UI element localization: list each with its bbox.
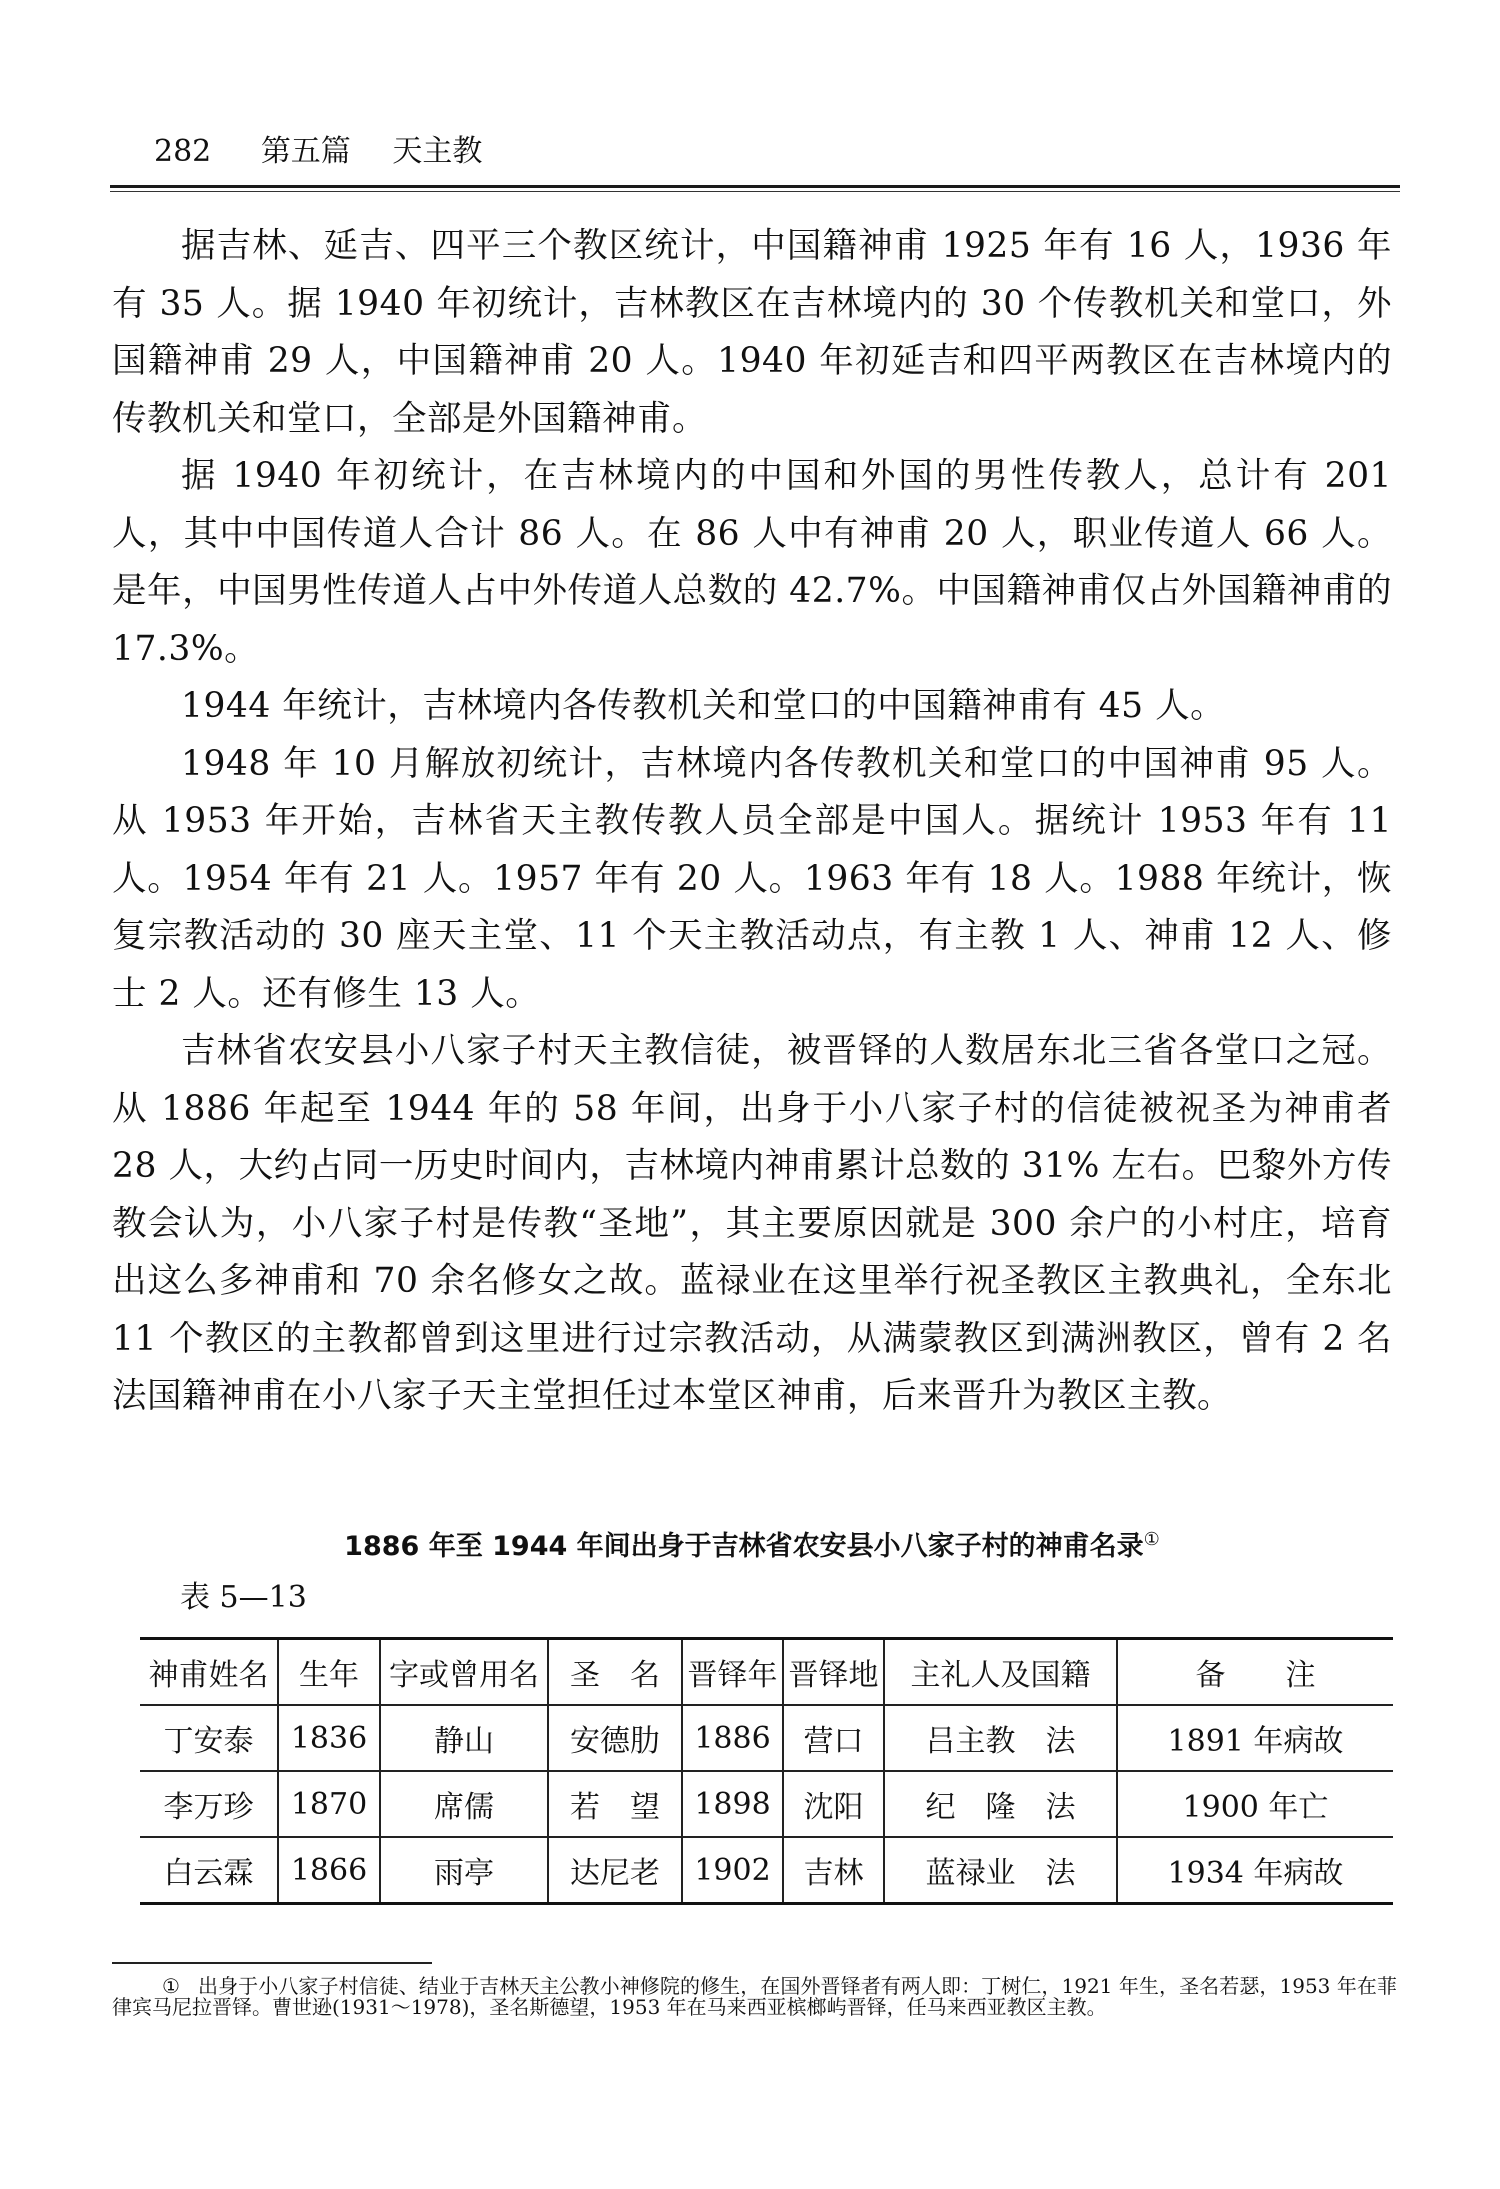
paragraph: 1944 年统计，吉林境内各传教机关和堂口的中国籍神甫有 45 人。 bbox=[181, 686, 1226, 726]
table-cell: 吕主教 法 bbox=[884, 1705, 1117, 1771]
footnote-mark: ① bbox=[162, 1974, 181, 1998]
footnote-text: 出身于小八家子村信徒、结业于吉林天主公教小神修院的修生，在国外晋铎者有两人即：丁树仁，1921 年生，圣名若瑟，1953 年在菲律宾马尼拉晋铎。曹世逊(1931～1978)，圣名斯德望，1953 年在马来西亚槟榔屿晋铎，任马来西亚教区主教。 bbox=[112, 1974, 1397, 2019]
column-header: 晋铎地 bbox=[783, 1639, 884, 1706]
header-rule-thin bbox=[110, 191, 1400, 192]
table-cell: 1898 bbox=[682, 1771, 783, 1837]
table-cell: 白云霖 bbox=[140, 1837, 278, 1904]
table-cell: 丁安泰 bbox=[140, 1705, 278, 1771]
table-row bbox=[140, 1771, 1393, 1837]
table-row bbox=[140, 1837, 1393, 1904]
table-cell: 1900 年亡 bbox=[1117, 1771, 1393, 1837]
table-cell: 纪 隆 法 bbox=[884, 1771, 1117, 1837]
table-title bbox=[112, 1520, 1392, 1567]
table-cell: 1870 bbox=[278, 1771, 380, 1837]
table-cell: 1891 年病故 bbox=[1117, 1705, 1393, 1771]
priest-roster-table bbox=[140, 1637, 1393, 1905]
running-head bbox=[154, 132, 482, 172]
table-cell: 1886 bbox=[682, 1705, 783, 1771]
header-rule bbox=[110, 185, 1400, 188]
table-number: 表 5—13 bbox=[180, 1580, 307, 1615]
table-cell: 1866 bbox=[278, 1837, 380, 1904]
column-header: 主礼人及国籍 bbox=[884, 1639, 1117, 1706]
table-cell: 1902 bbox=[682, 1837, 783, 1904]
paragraph: 据 1940 年初统计，在吉林境内的中国和外国的男性传教人，总计有 201 人，其中中国传道人合计 86 人。在 86 人中有神甫 20 人，职业传道人 66 人。是年，中国男性传道人占中外传道人总数的 42.7%。中国籍神甫仅占外国籍神甫的 17.3%。 bbox=[112, 456, 1392, 669]
column-header: 字或曾用名 bbox=[380, 1639, 548, 1706]
table-cell: 1836 bbox=[278, 1705, 380, 1771]
column-header: 备 注 bbox=[1117, 1639, 1393, 1706]
table-cell: 营口 bbox=[783, 1705, 884, 1771]
table-cell: 沈阳 bbox=[783, 1771, 884, 1837]
paragraph: 据吉林、延吉、四平三个教区统计，中国籍神甫 1925 年有 16 人，1936 年有 35 人。据 1940 年初统计，吉林教区在吉林境内的 30 个传教机关和堂口，外国籍神甫 29 人，中国籍神甫 20 人。1940 年初延吉和四平两教区在吉林境内的传教机关和堂口，全部是外国籍神甫。 bbox=[112, 226, 1392, 439]
footnote bbox=[112, 1976, 1397, 2018]
table-row bbox=[140, 1705, 1393, 1771]
table-cell: 达尼老 bbox=[548, 1837, 682, 1904]
table-cell: 安德肋 bbox=[548, 1705, 682, 1771]
paragraph: 1948 年 10 月解放初统计，吉林境内各传教机关和堂口的中国神甫 95 人。从 1953 年开始，吉林省天主教传教人员全部是中国人。据统计 1953 年有 11 人。1954 年有 21 人。1957 年有 20 人。1963 年有 18 人。1988 年统计，恢复宗教活动的 30 座天主堂、11 个天主教活动点，有主教 1 人、神甫 12 人、修士 2 人。还有修生 13 人。 bbox=[112, 743, 1392, 1014]
table-title-text: 1886 年至 1944 年间出身于吉林省农安县小八家子村的神甫名录 bbox=[344, 1531, 1144, 1562]
column-header: 晋铎年 bbox=[682, 1639, 783, 1706]
table-cell: 吉林 bbox=[783, 1837, 884, 1904]
table-header-row bbox=[140, 1639, 1393, 1706]
footnote-ref[interactable]: ① bbox=[1143, 1529, 1160, 1550]
paragraph: 吉林省农安县小八家子村天主教信徒，被晋铎的人数居东北三省各堂口之冠。从 1886 年起至 1944 年的 58 年间，出身于小八家子村的信徒被祝圣为神甫者 28 人，大约占同一历史时间内，吉林境内神甫累计总数的 31% 左右。巴黎外方传教会认为，小八家子村是传教“圣地”，其主要原因就是 300 余户的小村庄，培育出这么多神甫和 70 余名修女之故。蓝禄业在这里举行祝圣教区主教典礼，全东北 11 个教区的主教都曾到这里进行过宗教活动，从满蒙教区到满洲教区，曾有 2 名法国籍神甫在小八家子天主堂担任过本堂区神甫，后来晋升为教区主教。 bbox=[112, 1031, 1392, 1416]
footnote-rule bbox=[112, 1962, 432, 1964]
column-header: 圣 名 bbox=[548, 1639, 682, 1706]
page-number: 282 bbox=[154, 134, 212, 169]
table-cell: 雨亭 bbox=[380, 1837, 548, 1904]
table-cell: 蓝禄业 法 bbox=[884, 1837, 1117, 1904]
column-header: 生年 bbox=[278, 1639, 380, 1706]
part-label: 第五篇 bbox=[260, 134, 351, 169]
chapter-title: 天主教 bbox=[392, 134, 483, 169]
table-cell: 1934 年病故 bbox=[1117, 1837, 1393, 1904]
table-cell: 静山 bbox=[380, 1705, 548, 1771]
column-header: 神甫姓名 bbox=[140, 1639, 278, 1706]
table-cell: 若 望 bbox=[548, 1771, 682, 1837]
table-cell: 席儒 bbox=[380, 1771, 548, 1837]
body-text bbox=[112, 218, 1392, 1426]
table-cell: 李万珍 bbox=[140, 1771, 278, 1837]
